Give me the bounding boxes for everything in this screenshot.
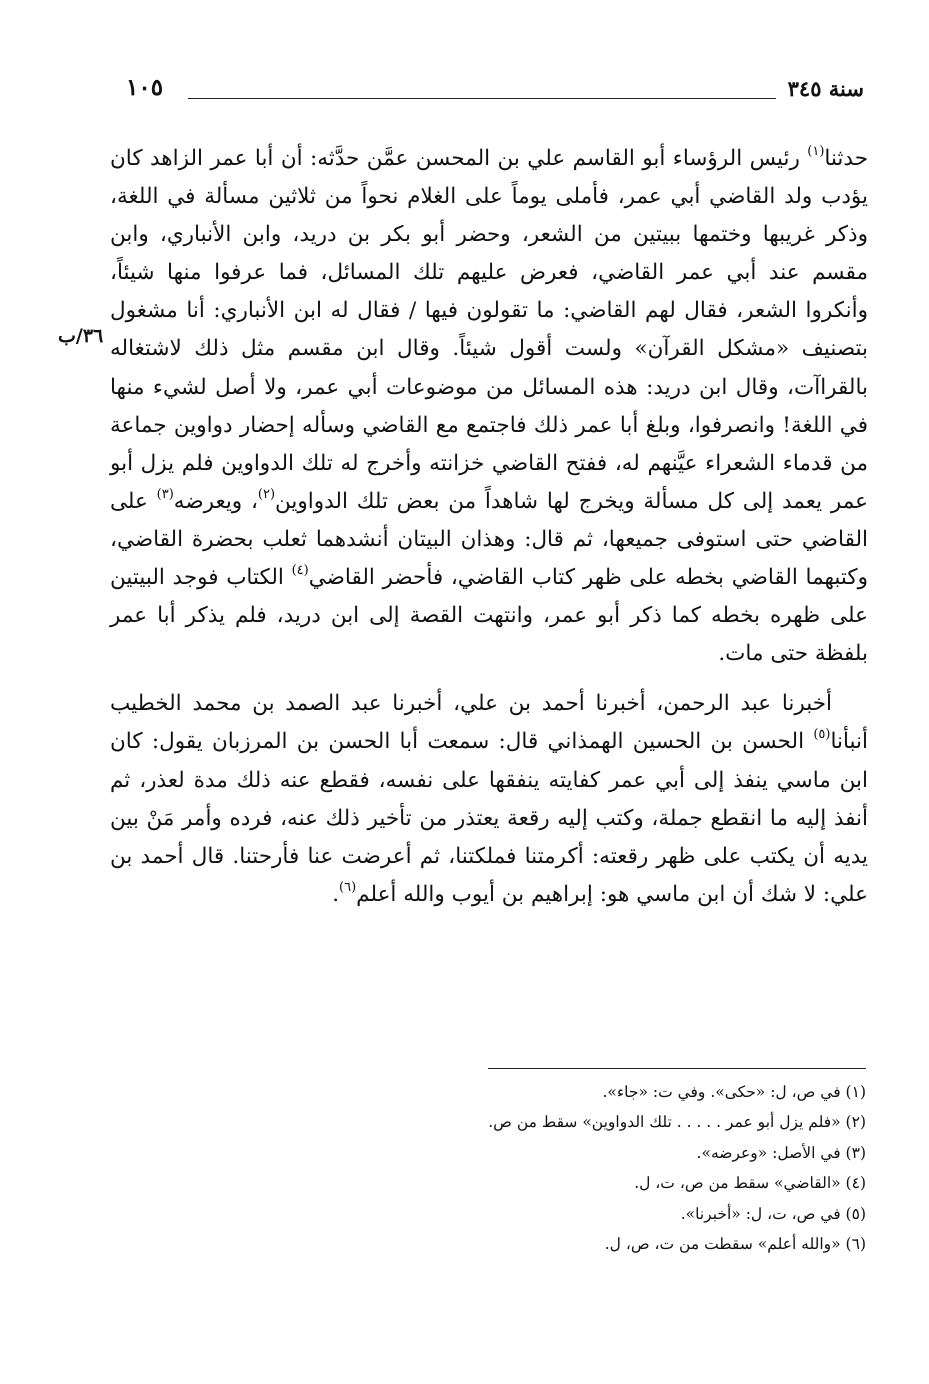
text-segment: الحسن بن الحسين الهمذاني قال: سمعت أبا الحسن بن المرزبان يقول: كان ابن ماسي ينفذ إلى أبي عمر كفايته ينفقها على نفسه، فقطع عنه ذلك مدة لعذر، ثم أنفذ إليه ما انقطع جملة، وكتب إليه رقعة يعتذر من تأخير ذلك عنه، فرده وأمر مَنْ بين يديه أن يكتب على ظهر رقعته: أكرمتنا فملكتنا، ثم أعرضت عنا فأرحتنا. قال أحمد بن علي: لا شك أن ابن ماسي هو: إبراهيم بن أيوب والله أعلم <box>110 729 868 907</box>
running-header <box>126 68 864 108</box>
footnote-4: (٤) «القاضي» سقط من ص، ت، ل. <box>634 1174 866 1193</box>
main-text <box>110 140 868 914</box>
paragraph-2 <box>110 685 868 914</box>
footnote-6: (٦) «والله أعلم» سقطت من ت، ص، ل. <box>604 1235 866 1254</box>
footnote-marker: (٣) <box>156 486 174 502</box>
text-segment: حدثنا <box>824 146 868 171</box>
footnote-3: (٣) في الأصل: «وعرضه». <box>696 1143 866 1162</box>
footnotes <box>400 1077 866 1259</box>
footnote-2: (٢) «فلم يزل أبو عمر . . . . . تلك الدواوين» سقط من ص. <box>488 1113 866 1132</box>
header-year: سنة ٣٤٥ <box>787 76 864 101</box>
footnote-marker: (٤) <box>291 563 309 579</box>
footnote-1: (١) في ص، ل: «حكى». وفي ت: «جاء». <box>602 1083 866 1101</box>
page-number: ١٠٥ <box>126 74 164 101</box>
footnote-separator <box>488 1068 866 1069</box>
footnote-marker: (١) <box>807 144 825 159</box>
margin-folio-note: ٣٦/ب <box>58 325 104 347</box>
paragraph-1 <box>110 140 868 673</box>
text-segment: أخبرنا عبد الرحمن، أخبرنا أحمد بن علي، أخبرنا عبد الصمد بن محمد الخطيب أنبأنا <box>110 691 868 755</box>
text-segment: ، ويعرضه <box>173 488 258 514</box>
text-segment: . <box>332 881 340 907</box>
footnote-5: (٥) في ص، ت، ل: «أخبرنا». <box>680 1204 866 1223</box>
text-segment: الكتاب فوجد البيتين على ظهره بخطه كما ذكر أبو عمر، وانتهت القصة إلى ابن دريد، فلم يذكر أبا عمر بلفظة حتى مات. <box>110 565 868 667</box>
text-segment: على القاضي حتى استوفى جميعها، ثم قال: وهذان البيتان أنشدهما ثعلب بحضرة القاضي، وكتبهما القاضي بخطه على ظهر كتاب القاضي، فأحضر القاضي <box>110 488 869 591</box>
footnote-marker: (٢) <box>257 486 276 502</box>
header-rule <box>188 98 776 99</box>
footnote-marker: (٥) <box>813 727 831 743</box>
text-segment: رئيس الرؤساء أبو القاسم علي بن المحسن عمَّن حدَّثه: أن أبا عمر الزاهد كان يؤدب ولد القاضي أبي عمر، فأملى يوماً على الغلام نحواً من ثلاثين مسألة في اللغة، وذكر غريبها وختمها ببيتين من الشعر، وحضر أبو بكر بن دريد، وابن الأنباري، وابن مقسم عند أبي عمر القاضي، فعرض عليهم تلك المسائل، فما عرفوا منها شيئاً، وأنكروا الشعر، فقال لهم القاضي: ما تقولون فيها / فقال له ابن الأنباري: أنا مشغول بتصنيف «مشكل القرآن» ولست أقول شيئاً. وقال ابن مقسم مثل ذلك لاشتغاله بالقراآت، وقال ابن دريد: هذه المسائل من موضوعات أبي عمر، ولا أصل لشيء منها في اللغة! وانصرفوا، وبلغ أبا عمر ذلك فاجتمع مع القاضي وسأله إحضار دواوين جماعة من قدماء الشعراء عيَّنهم له، ففتح القاضي خزانته وأخرج له تلك الدواوين فلم يزل أبو عمر يعمد إلى كل مسألة ويخرج لها شاهداً من بعض تلك الدواوين <box>110 146 868 514</box>
footnote-marker: (٦) <box>339 879 357 895</box>
